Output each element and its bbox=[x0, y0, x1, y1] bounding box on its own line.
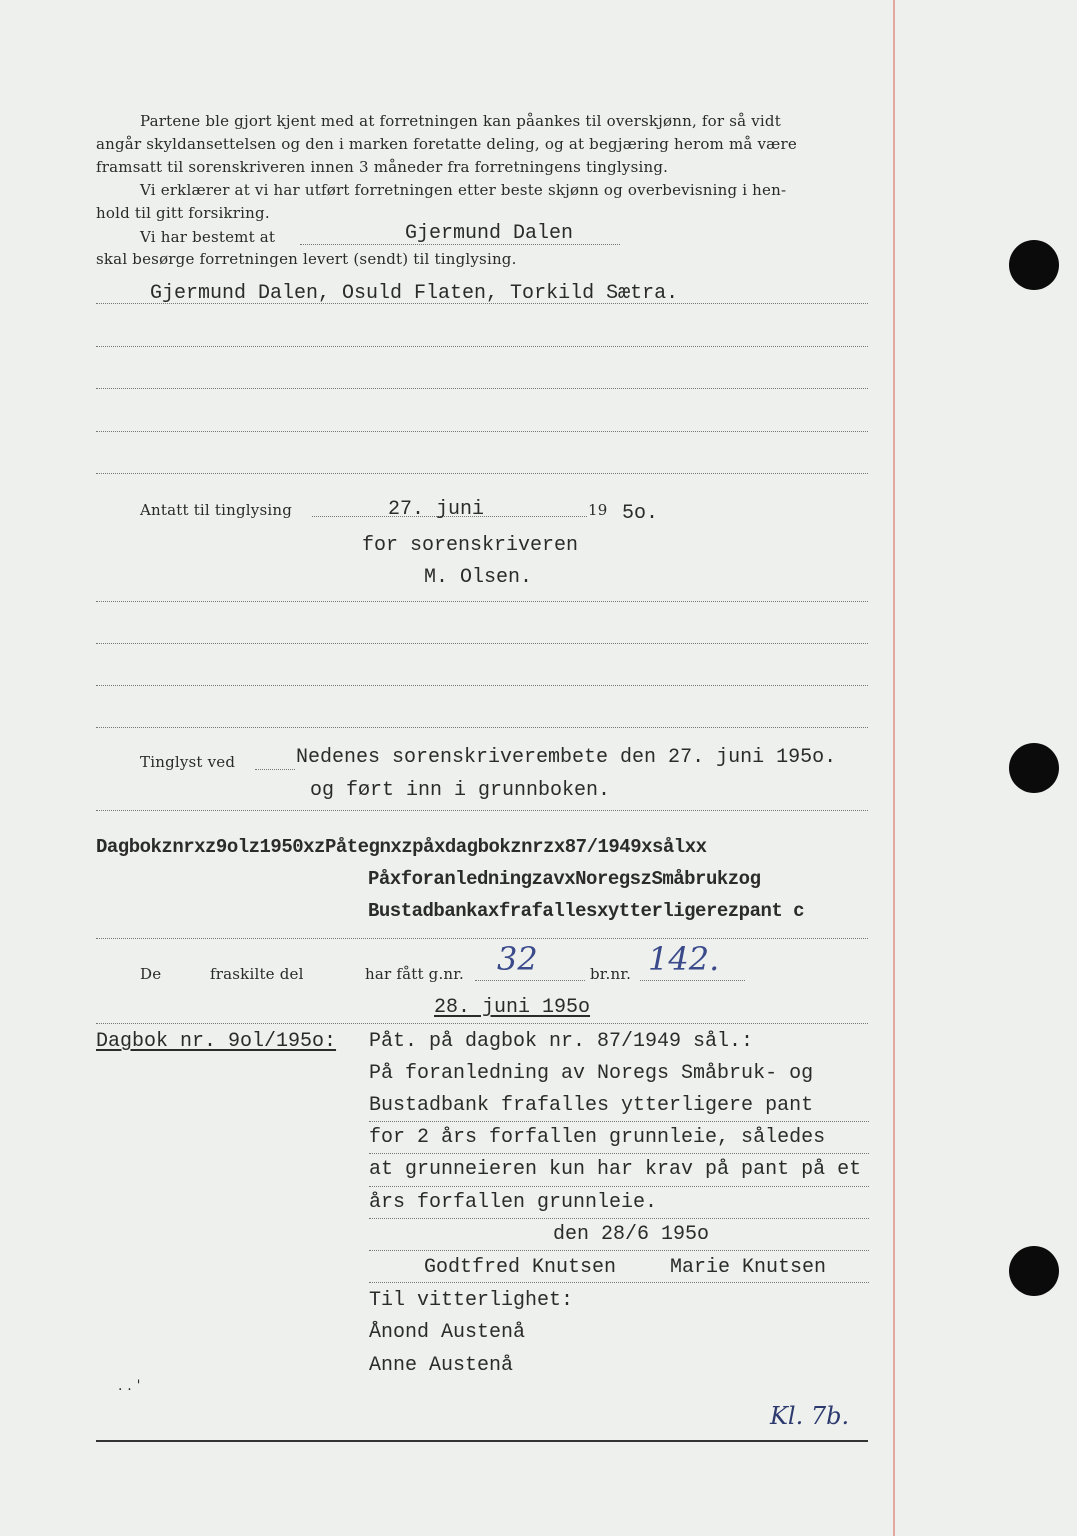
gnr-fill-line bbox=[475, 980, 585, 981]
fraskilte-label: fraskilte del bbox=[210, 965, 304, 983]
entry-line-3: Bustadbank frafalles ytterligere pant bbox=[369, 1094, 814, 1117]
gnr-label: har fått g.nr. bbox=[365, 965, 464, 983]
brnr-label: br.nr. bbox=[590, 965, 632, 983]
rule-9 bbox=[96, 727, 868, 728]
punch-hole-top bbox=[1009, 240, 1059, 290]
rule-7 bbox=[96, 643, 868, 644]
rule-1 bbox=[96, 303, 868, 304]
antatt-name: M. Olsen. bbox=[424, 566, 533, 589]
bestemt-value: Gjermund Dalen bbox=[405, 222, 574, 245]
rule-4 bbox=[96, 431, 868, 432]
entry-rule-e bbox=[369, 1250, 869, 1251]
brnr-fill-line bbox=[640, 980, 745, 981]
dagbok-label: Dagbok nr. 9ol/195o: bbox=[96, 1030, 337, 1053]
entry-rule-a bbox=[369, 1121, 869, 1122]
signature-1: Godtfred Knutsen bbox=[424, 1256, 617, 1279]
entry-rule-b bbox=[369, 1153, 869, 1154]
witness-1: Ånond Austenå bbox=[369, 1321, 526, 1344]
gnr-value: 32 bbox=[497, 940, 538, 978]
antatt-year-prefix: 19 bbox=[588, 501, 608, 519]
struck-line-2: PåxforanledningzavxNoregszSmåbrukzog bbox=[368, 868, 761, 890]
punch-hole-middle bbox=[1009, 743, 1059, 793]
struck-line-3: Bustadbankaxfrafallesxytterligerezpant c bbox=[368, 900, 805, 922]
entry-date-line: den 28/6 195o bbox=[553, 1223, 710, 1246]
rule-6 bbox=[96, 601, 868, 602]
witness-2: Anne Austenå bbox=[369, 1354, 514, 1377]
entry-line-1: Påt. på dagbok nr. 87/1949 sål.: bbox=[369, 1030, 754, 1053]
entry-date: 28. juni 195o bbox=[434, 996, 591, 1019]
rule-12 bbox=[96, 1023, 868, 1024]
rule-5 bbox=[96, 473, 868, 474]
paragraph-line-4: Vi erklærer at vi har utført forretningen etter beste skjønn og overbevisning i hen- bbox=[140, 181, 787, 199]
rule-3 bbox=[96, 388, 868, 389]
punch-hole-bottom bbox=[1009, 1246, 1059, 1296]
entry-line-6: års forfallen grunnleie. bbox=[369, 1191, 658, 1214]
witness-label: Til vitterlighet: bbox=[369, 1289, 574, 1312]
antatt-label: Antatt til tinglysing bbox=[140, 501, 292, 519]
signers-line: Gjermund Dalen, Osuld Flaten, Torkild Sætra. bbox=[150, 282, 679, 305]
paragraph-line-3: framsatt til sorenskriveren innen 3 måneder fra forretningens tinglysing. bbox=[96, 158, 669, 176]
signature-2: Marie Knutsen bbox=[670, 1256, 827, 1279]
entry-rule-c bbox=[369, 1186, 869, 1187]
struck-line-1: Dagbokznrxz9olz1950xzPåtegnxzpåxdagbokznrzx87/1949xsålxx bbox=[96, 836, 707, 858]
entry-rule-f bbox=[369, 1282, 869, 1283]
fraskilte-de: De bbox=[140, 965, 162, 983]
clerk-initials: Kl. 7b. bbox=[770, 1402, 850, 1430]
antatt-year-suffix: 5o. bbox=[622, 502, 659, 525]
tinglyst-line-2: og ført inn i grunnboken. bbox=[310, 779, 611, 802]
closing-rule bbox=[96, 1440, 868, 1442]
paragraph-line-1: Partene ble gjort kjent med at forretningen kan påankes til overskjønn, for så vidt bbox=[140, 112, 781, 130]
entry-line-4: for 2 års forfallen grunnleie, således bbox=[369, 1126, 826, 1149]
entry-line-5: at grunneieren kun har krav på pant på et bbox=[369, 1158, 862, 1181]
rule-2 bbox=[96, 346, 868, 347]
rule-8 bbox=[96, 685, 868, 686]
brnr-value: 142. bbox=[648, 940, 720, 978]
margin-rule bbox=[893, 0, 895, 1536]
mark-dots: . . ' bbox=[118, 1378, 141, 1394]
entry-rule-d bbox=[369, 1218, 869, 1219]
paragraph-line-7: skal besørge forretningen levert (sendt) til tinglysing. bbox=[96, 250, 517, 268]
entry-line-2: På foranledning av Noregs Småbruk- og bbox=[369, 1062, 814, 1085]
antatt-for-line: for sorenskriveren bbox=[362, 534, 579, 557]
antatt-date: 27. juni bbox=[388, 498, 485, 521]
rule-11 bbox=[96, 938, 868, 939]
rule-10 bbox=[96, 810, 868, 811]
paragraph-line-5: hold til gitt forsikring. bbox=[96, 204, 270, 222]
bestemt-label: Vi har bestemt at bbox=[140, 228, 276, 246]
tinglyst-line-1: Nedenes sorenskriverembete den 27. juni 195o. bbox=[296, 746, 837, 769]
paragraph-line-2: angår skyldansettelsen og den i marken foretatte deling, og at begjæring herom må være bbox=[96, 135, 797, 153]
tinglyst-fill-line bbox=[255, 769, 295, 770]
tinglyst-label: Tinglyst ved bbox=[140, 753, 236, 771]
